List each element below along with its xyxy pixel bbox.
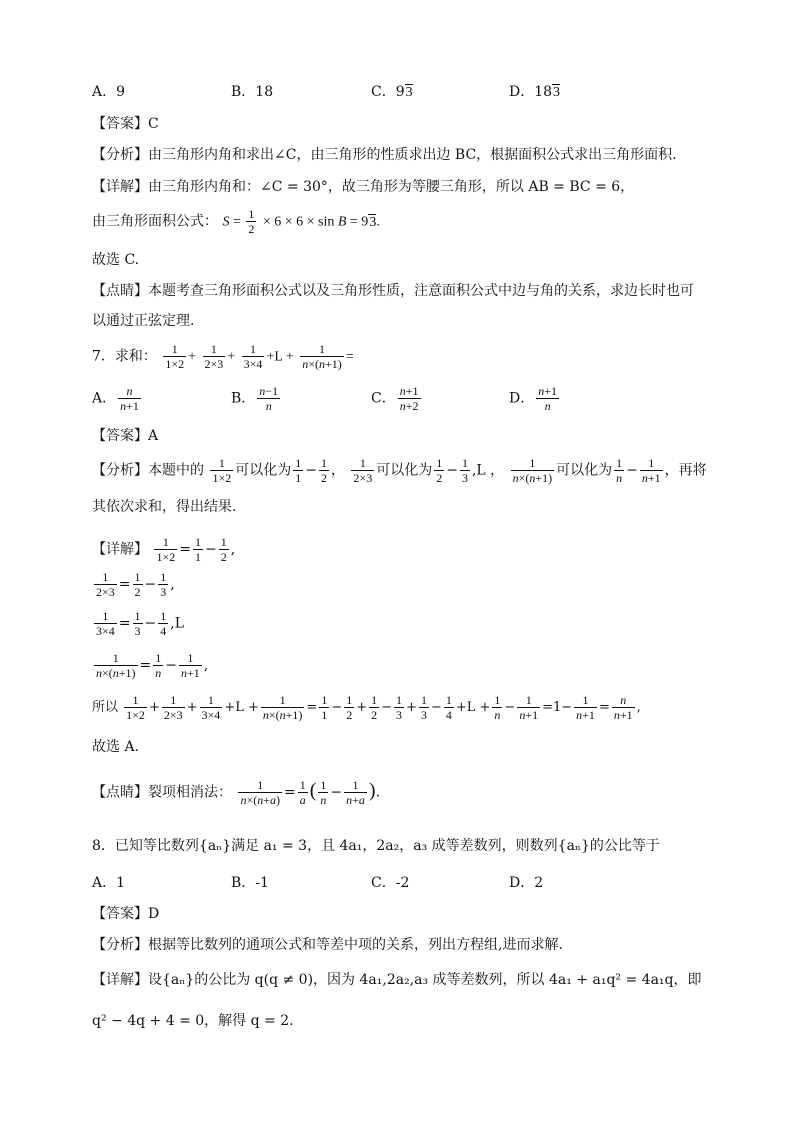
q7-option-a: A． $\frac{n}{n+1}$ <box>92 384 139 413</box>
q8-option-c: C．-2 <box>371 875 410 891</box>
q6-detail-1: 【详解】由三角形内角和：∠C = 30°，故三角形为等腰三角形，所以 AB = BC = 6， <box>92 179 635 195</box>
q7-conclusion: 故选 A. <box>92 739 140 755</box>
q7-comment: 【点睛】裂项相消法： $\frac{1}{n\times(n+a)}$ = $\frac{1}{a}$ ( $\frac{1}{n}$ − $\frac{1}{n+a}$ ). <box>92 778 381 807</box>
q8-option-d: D．2 <box>509 875 544 891</box>
q7-analysis: 【分析】本题中的 $\frac{1}{1\times 2}$ 可以化为 $\frac{1}{1}$ − $\frac{1}{2}$ ， $\frac{1}{2\times 3}$ 可以化为 $\frac{1}{2}$ − $\frac{1}{3}$ ,L ， $\frac{1}{n\times(n+1)}$ 可以化为 $\frac{1}{n}$ − $\frac{1}{n+1}$ ，再将 <box>92 456 707 485</box>
q8-stem: 8．已知等比数列{aₙ}满足 a₁ = 3，且 4a₁，2a₂，a₃ 成等差数列，则数列{aₙ}的公比等于 <box>92 838 660 854</box>
q8-option-a: A．1 <box>92 875 126 891</box>
q7-option-d: D． $\frac{n+1}{n}$ <box>509 384 558 413</box>
q7-detail-2: $\frac{1}{2\times 3}$ = $\frac{1}{2}$ − $\frac{1}{3}$ , <box>96 570 175 599</box>
q8-option-b: B．-1 <box>231 875 269 891</box>
q7-answer: 【答案】A <box>92 428 159 444</box>
q6-option-b: B．18 <box>231 84 274 100</box>
q8-detail-1: 【详解】设{aₙ}的公比为 q(q ≠ 0)，因为 4a₁,2a₂,a₃ 成等差数列，所以 4a₁ + a₁q² = 4a₁q，即 <box>92 972 702 988</box>
q7-stem: 7．求和： $\frac{1}{1\times 2}$ + $\frac{1}{2\times 3}$ + $\frac{1}{3\times 4}$ +L + $\frac{1}{n\times(n+1)}$ = <box>92 342 354 371</box>
q7-sum: 所以 $\frac{1}{1\times 2}$ + $\frac{1}{2\times 3}$ + $\frac{1}{3\times 4}$ +L + $\frac{1}{n\times(n+1)}$ = $\frac{1}{1}$ − $\frac{1}{2}$ + $\frac{1}{2}$ − $\frac{1}{3}$ + $\frac{1}{3}$ − $\frac{1}{4}$ +L + $\frac{1}{n}$ − $\frac{1}{n+1}$ =1− $\frac{1}{n+1}$ = $\frac{n}{n+1}$ , <box>92 693 641 722</box>
q7-detail-1: 【详解】 $\frac{1}{1\times 2}$ = $\frac{1}{1}$ − $\frac{1}{2}$ , <box>92 535 236 564</box>
q6-option-a: A．9 <box>92 84 126 100</box>
q8-answer: 【答案】D <box>92 906 160 922</box>
q6-analysis: 【分析】由三角形内角和求出∠C，由三角形的性质求出边 BC，根据面积公式求出三角形面积. <box>92 147 677 163</box>
q8-detail-2: q² − 4q + 4 = 0，解得 q = 2. <box>92 1013 294 1029</box>
q7-option-c: C． $\frac{n+1}{n+2}$ <box>371 384 419 413</box>
q7-detail-4: $\frac{1}{n\times(n+1)}$ = $\frac{1}{n}$ − $\frac{1}{n+1}$ , <box>96 651 209 680</box>
q6-comment-2: 以通过正弦定理. <box>92 313 195 329</box>
q6-comment-1: 【点睛】本题考查三角形面积公式以及三角形性质，注意面积公式中边与角的关系，求边长时也可 <box>92 283 694 299</box>
q6-answer: 【答案】C <box>92 116 159 132</box>
q7-detail-3: $\frac{1}{3\times 4}$ = $\frac{1}{3}$ − $\frac{1}{4}$ ,L <box>96 609 184 638</box>
q7-analysis-tail: 其依次求和，得出结果. <box>92 499 237 515</box>
q6-conclusion: 故选 C. <box>92 252 140 268</box>
q6-detail-2: 由三角形面积公式： S = $\frac{1}{2}$ × 6 × 6 × sin B = 93. <box>92 207 380 236</box>
q7-option-b: B． $\frac{n-1}{n}$ <box>231 384 279 413</box>
q8-analysis: 【分析】根据等比数列的通项公式和等差中项的关系，列出方程组,进而求解. <box>92 937 563 953</box>
q6-option-d: D．183 <box>509 84 561 100</box>
q6-option-c: C．93 <box>371 84 413 100</box>
